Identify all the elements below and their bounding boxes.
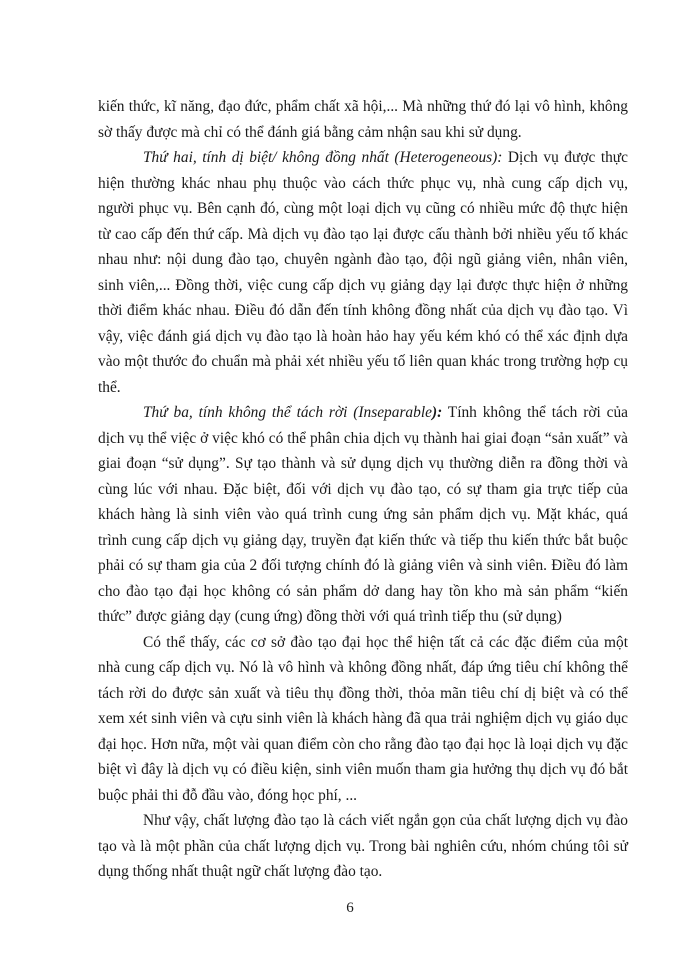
- paragraph-heterogeneous: [98, 145, 628, 400]
- page-number: 6: [346, 900, 354, 916]
- heterogeneous-heading: Thứ hai, tính dị biệt/ không đồng nhất (Heterogeneous):: [143, 149, 503, 166]
- paragraph-inseparable: [98, 400, 628, 630]
- inseparable-body: Tính không thể tách rời của dịch vụ thể việc ở việc khó có thể phân chia dịch vụ thành hai giai đoạn “sản xuất” và giai đoạn “sử dụng”. Sự tạo thành và sử dụng dịch vụ thường diễn ra đồng thời và cùng lúc với nhau. Đặc biệt, đối với dịch vụ đào tạo, có sự tham gia trực tiếp của khách hàng là sinh viên vào quá trình cung ứng sản phẩm dịch vụ. Mặt khác, quá trình cung cấp dịch vụ giảng dạy, truyền đạt kiến thức và tiếp thu kiến thức bắt buộc phải có sự tham gia của 2 đối tượng chính đó là giảng viên và sinh viên. Điều đó làm cho đào tạo đại học không có sản phẩm dở dang hay tồn kho mà sản phẩm “kiến thức” được giảng dạy (cung ứng) đồng thời với quá trình tiếp thu (sử dụng): [98, 404, 628, 625]
- heterogeneous-body: Dịch vụ được thực hiện thường khác nhau phụ thuộc vào cách thức phục vụ, nhà cung cấp dịch vụ, người phục vụ. Bên cạnh đó, cùng một loại dịch vụ cũng có nhiều mức độ thực hiện từ cao cấp đến thứ cấp. Mà dịch vụ đào tạo lại được cấu thành bởi nhiều yếu tố khác nhau như: nội dung đào tạo, chuyên ngành đào tạo, đội ngũ giảng viên, nhân viên, sinh viên,... Đồng thời, việc cung cấp dịch vụ giảng dạy lại được thực hiện ở những thời điểm khác nhau. Điều đó dẫn đến tính không đồng nhất của dịch vụ đào tạo. Vì vậy, việc đánh giá dịch vụ đào tạo là hoàn hảo hay yếu kém khó có thể xác định dựa vào một thước đo chuẩn mà phải xét nhiều yếu tố liên quan khác trong trường hợp cụ thể.: [98, 149, 628, 396]
- paragraph-conclusion: Như vậy, chất lượng đào tạo là cách viết ngắn gọn của chất lượng dịch vụ đào tạo và là một phần của chất lượng dịch vụ. Trong bài nghiên cứu, nhóm chúng tôi sử dụng thống nhất thuật ngữ chất lượng đào tạo.: [98, 812, 628, 880]
- paragraph-continuation: kiến thức, kĩ năng, đạo đức, phẩm chất xã hội,... Mà những thứ đó lại vô hình, không sờ thấy được mà chỉ có thể đánh giá bằng cảm nhận sau khi sử dụng.: [98, 98, 628, 141]
- inseparable-heading-suffix: ):: [431, 404, 443, 421]
- paragraph-summary: Có thể thấy, các cơ sở đào tạo đại học thể hiện tất cả các đặc điểm của một nhà cung cấp dịch vụ. Nó là vô hình và không đồng nhất, đáp ứng tiêu chí không thể tách rời do được sản xuất và tiêu thụ đồng thời, thỏa mãn tiêu chí dị biệt và có thể xem xét sinh viên và cựu sinh viên là khách hàng đã qua trải nghiệm dịch vụ giáo dục đại học. Hơn nữa, một vài quan điểm còn cho rằng đào tạo đại học là loại dịch vụ đặc biệt vì đây là dịch vụ có điều kiện, sinh viên muốn tham gia hưởng thụ dịch vụ đó bắt buộc phải thi đỗ đầu vào, đóng học phí, ...: [98, 633, 628, 804]
- inseparable-heading: Thứ ba, tính không thể tách rời (Inseparable: [143, 404, 432, 421]
